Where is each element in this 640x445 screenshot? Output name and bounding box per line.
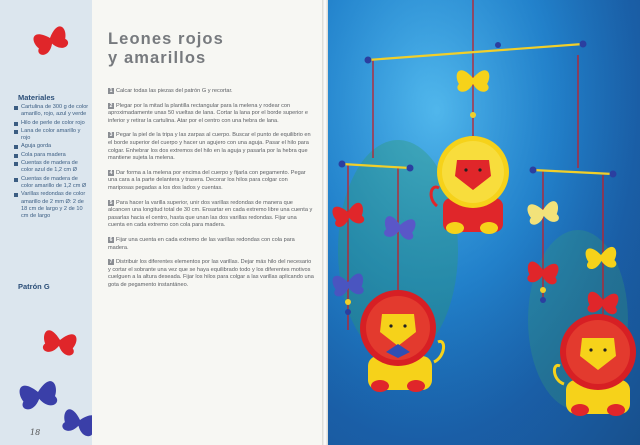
list-item: Lana de color amarillo y rojo (14, 128, 90, 143)
sidebar-decorations (0, 0, 92, 445)
step-text: Dar forma a la melena por encima del cuerpo y fijarla con pegamento. Pegar una cara a la parte delantera y trasera. Decorar los hilos para colgar con mariposas pegadas a los dos lados y cuentas. (108, 169, 306, 191)
step-text: Fijar una cuenta en cada extremo de las varillas redondas con cola para madera. (108, 236, 295, 251)
step-number: 3 (109, 132, 113, 139)
lion-mobile-illustration (328, 0, 640, 445)
step-text: Calcar todas las piezas del patrón G y recortar. (116, 88, 233, 94)
step-item (108, 237, 314, 252)
butterfly-icon (61, 408, 92, 437)
step-item (108, 132, 314, 162)
step-number: 7 (109, 259, 113, 266)
title-line: Leones rojos (108, 30, 224, 48)
list-item: Cuentas de madera de color amarillo de 1,2 cm Ø (14, 176, 90, 191)
mobile-photo (328, 0, 640, 445)
step-text: Pegar la piel de la tripa y las zarpas al cuerpo. Buscar el punto de equilibrio en el borde superior del cuerpo y hacer un agujero con una aguja. Pasar el hilo para colgar. Enhebrar los dos extremos del hilo en la aguja y pasarla por la hebra que mantiene sujeta la melena. (108, 132, 311, 162)
list-item: Cola para madera (14, 152, 90, 159)
step-number: 1 (109, 88, 113, 94)
butterfly-icon (32, 25, 70, 56)
page-number: 18 (30, 428, 41, 437)
list-item: Cuentas de madera de color azul de 1,2 cm Ø (14, 160, 90, 175)
list-item: Aguja gorda (14, 143, 90, 150)
butterfly-icon (42, 329, 78, 356)
step-text: Distribuir los diferentes elementos por las varillas. Dejar más hilo del necesario y cortar el sobrante una vez que se haya equilibrado todo y los diferentes motivos cuelguen a la altura deseada. Fijar los hilos para colgar a las varillas aplicando una gota de pegamento instantáneo. (108, 259, 314, 288)
title-line: y amarillos (108, 49, 207, 67)
step-item (108, 200, 314, 230)
page-title (108, 30, 318, 68)
list-item: Cartulina de 300 g de color amarillo, rojo, azul y verde (14, 104, 90, 119)
step-number: 6 (109, 236, 113, 243)
step-text: Plegar por la mitad la plantilla rectangular para la melena y rodear con aproximadamente unas 50 vueltas de lana. Cortar la lana por el borde superior e inferior y retirar la cartulina. Atar por el centro con una hebra de lana. (108, 102, 308, 124)
step-number: 5 (109, 199, 113, 206)
step-number: 4 (109, 169, 113, 176)
list-item: Varillas redondas de color amarillo de 2 mm Ø: 2 de 18 cm de largo y 2 de 10 cm de largo (14, 191, 90, 220)
step-item (108, 103, 314, 126)
pattern-label: Patrón G (18, 282, 50, 291)
step-item (108, 88, 314, 96)
materials-sidebar (0, 0, 92, 445)
list-item: Hilo de perle de color rojo (14, 120, 90, 127)
materials-heading: Materiales (18, 93, 55, 102)
step-item (108, 259, 314, 289)
instruction-steps (108, 88, 314, 296)
step-text: Para hacer la varilla superior, unir dos varillas redondas de manera que alcancen una longitud total de 30 cm. Ensartar en cada extremo libre una cuenta y pasarlas hacia el centro, hasta que unan las dos varillas redondas. Fijar una cuenta en cada extremo con cola para madera. (108, 199, 313, 229)
step-number: 2 (109, 102, 113, 109)
materials-list (14, 104, 90, 221)
step-item (108, 170, 314, 193)
butterfly-icon (18, 380, 58, 410)
